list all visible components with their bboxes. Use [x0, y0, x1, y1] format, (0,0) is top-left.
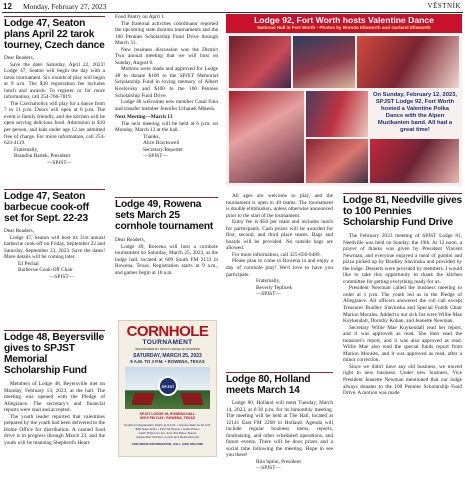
- signature-name: Beverly Teplicek: [256, 284, 293, 291]
- headline: Lodge 80, Holland meets March 14: [226, 374, 311, 396]
- flyer-location: SPJST LODGE 49, ROWENA HALL: [139, 412, 196, 416]
- paragraph: The next meeting will be held at 6 p.m. on Monday, March 13 at the hall.: [115, 120, 218, 134]
- paragraph: New business discussion was the District Two annual meeting that we will host on Sunday, August 6.: [115, 46, 218, 66]
- headline: Lodge 47, Seaton barbecue cook-off set for Sept. 22-23: [4, 191, 89, 224]
- paragraph: Secretary Willie Mae Kuykendall read her report, and it was approved as read. She then read the treasurer's report, and it was also approved as read. Willie Mae also read the special funds report from Marion Morales, and it was approved as read, after a minor correction.: [343, 324, 462, 364]
- flyer-subtitle: TOURNAMENT: [142, 339, 193, 346]
- article-body: [115, 14, 218, 160]
- flyer-detail: Southern Registration Starts at 9 A.M. • Games Start at 10 A.M.: [124, 423, 211, 427]
- photo-credit: National Hall in Fort Worth • Photos by Brenda Ellsworth and Garland Ellsworth: [257, 25, 431, 30]
- paragraph: Members of Lodge 48, Beyersville met on Monday, February 13, 2023, at the hall. The meeting was opened with the Pledge of Allegiance. The secretary's and financial reports were read and accepted.: [4, 381, 105, 414]
- page-date: Monday, February 27, 2023: [23, 2, 107, 11]
- flyer-address: 609 S FM 2133 • ROWENA, TEXAS: [140, 416, 195, 420]
- signature-name: EJ Pechal: [18, 260, 39, 267]
- headline: Lodge 47, Seaton plans April 22 tarok tourney, Czech dance: [4, 18, 105, 51]
- page-number: 12: [3, 2, 12, 11]
- photo-title: Lodge 92, Fort Worth hosts Valentine Dance: [254, 15, 434, 25]
- flyer-image: [125, 367, 210, 409]
- flyer-title: CORNHOLE: [126, 323, 209, 340]
- signature-name: Alice Braceswell: [143, 140, 180, 147]
- article-lodge48-continued: [115, 14, 218, 160]
- article-body: [115, 237, 218, 276]
- photo-overlay-text: On Sunday, February 12, 2023, SPJST Lodge 92, Fort Worth hosted a Valentine Polka Dance with the Alpen Muzikanten band. All had a great time!: [373, 92, 457, 133]
- flyer-time: 9 A.M. TO 3 P.M. • ROWENA, TEXAS: [130, 359, 205, 364]
- article-lodge47-barbecue: [4, 191, 105, 280]
- rule: [4, 16, 105, 17]
- article-body: [343, 233, 462, 397]
- section-end: —SPJST—: [47, 159, 72, 166]
- flyer-detail: Cash Prizes for 1st, 2nd, 3rd Place Teams: [138, 431, 197, 435]
- paragraph: President Newman called the business meeting to order at 1 p.m. The youth led us in the Pledge of Allegiance. All officers answered the roll call except Treasurer Bradley Slavinska and Special Funds Chair Marion Morales. Added to our sick list were Willie Mae Kuykendall, Dorothy Kohan, and Jeanette Newman.: [343, 285, 462, 325]
- paragraph: Lodge 47, Seaton will host its 31st annual barbecue cook-off on Friday, September 22 and Saturday, September 23, 2023. Save the dates! More details will be coming later.: [4, 234, 105, 261]
- paragraph: Since we didn't have any old business, we moved right to new business. Under new business, Vice President Jeanette Newman mentioned that our lodge always donates to the 100 Pennies Scholarship Fund Drive. A motion was made: [343, 363, 462, 397]
- flyer-footer: FOR MORE INFORMATION, CALL (325) 656-0489: [131, 442, 204, 446]
- article-lodge48-beyersville: [4, 332, 105, 446]
- flyer-detail: $40 Team Entry • First 32 Teams • Cash Prizes: [135, 427, 200, 431]
- photo-spread: [226, 14, 462, 186]
- section-end: —SPJST—: [256, 465, 281, 472]
- dance-photo: [229, 36, 291, 88]
- rule: [343, 193, 462, 194]
- signature-name: Rita Spinn, President: [256, 458, 301, 465]
- paragraph: The fraternal activities coordinator reported the upcoming state domino tournaments and the 100 Pennies Scholarship Fund Drive through March 31.: [115, 20, 218, 47]
- paragraph: Motions were made and approved for Lodge 48 to donate $100 to the SPJST Memorial Scholarship Fund in loving memory of Albert Koslovsky and $100 to the 100 Pennies Scholarship Fund Drive.: [115, 66, 218, 99]
- paragraph: Dear Readers,: [115, 237, 145, 243]
- headline: Lodge 49, Rowena sets March 25 cornhole tournament: [115, 199, 214, 232]
- rule: [4, 189, 105, 190]
- article-lodge49-rowena: [115, 199, 218, 276]
- rule: [115, 197, 218, 198]
- rule: [226, 372, 333, 373]
- section-end: —SPJST—: [256, 291, 281, 298]
- signature-title: Secretary/Reporter: [143, 146, 184, 153]
- signoff: Fraternally,: [256, 278, 281, 285]
- flyer-date: SATURDAY, MARCH 25, 2023: [133, 353, 202, 359]
- paragraph: All ages are welcome to play, and the tournament is open to 40 teams. The tournament is double elimination, unless otherwise announced prior to the start of the tournament.: [226, 193, 333, 219]
- signature-title: Barbecue Cook-Off Chair: [18, 267, 73, 274]
- paragraph: Lodge 49, Rowena will host a cornhole tournament on Saturday, March 25, 2023, at the lodge hall, located at 609 South FM 2133 in Rowena, Texas. Registration starts at 9 a.m., and games begin at 10 a.m.: [115, 243, 218, 276]
- flyer-host: SPONSORED BY SPJST LODGE 49, ROWENA: [135, 347, 200, 351]
- cornhole-flyer: [118, 320, 217, 457]
- article-body: [4, 381, 105, 446]
- rule: [4, 330, 105, 331]
- paragraph: For more information, call 325-656-0489.: [232, 251, 321, 258]
- section-end: —SPJST—: [49, 273, 74, 280]
- paper-name: VĚSTNÍK: [427, 2, 461, 10]
- article-body: [226, 193, 333, 298]
- signature-name: Brandon Bartek, President: [14, 153, 71, 160]
- paragraph: The youth leader reported that valentines prepared by the youth had been delivered to the Home Office for distribution. A canned food drive is in progress through March 23, and the youth will be manning Shepherd's Heart: [4, 413, 105, 446]
- dance-photo: [370, 139, 459, 183]
- article-lodge47-tarok: [4, 18, 105, 166]
- paragraph: Lodge 48 welcomes new member Casal Finn and transfer member Jennifer Urbanek Mikesh.: [115, 99, 218, 112]
- paragraph: Dear Readers,: [4, 55, 34, 61]
- paragraph: The Czechaholics will play for a dance from 7 to 11 p.m. Doors will open at 6 p.m. The event is family friendly, and the kitchen will be open serving delicious food. Admission is $10 per person, and kids under age 12 are admitted free of charge. For more information, call 254-624-4119.: [4, 100, 105, 147]
- headline: Lodge 48, Beyersville gives to SPJST Memorial Scholarship Fund: [4, 332, 104, 376]
- subheading: Next Meeting—March 13: [115, 114, 173, 121]
- headline: Lodge 81, Needville gives to 100 Pennies Scholarship Fund Drive: [343, 195, 462, 228]
- signoff: Fraternally,: [14, 146, 39, 153]
- cornhole-board-icon: [180, 393, 203, 405]
- cornhole-board-icon: [131, 393, 154, 405]
- header-rule: [2, 12, 463, 13]
- flyer-detail: Advise Bar, Kitchen, Lunch and Refreshments: [135, 435, 200, 439]
- spjst-badge-icon: SPJST: [158, 376, 178, 396]
- paragraph: Save the date: Saturday, April 22, 2023! Lodge 47, Seaton will begin the day with a tarok tournament. Six rounds of play will begin at 9 a.m. The $30 registration fee includes lunch and awards. To register or for more information, call 254-760-7819.: [4, 61, 105, 101]
- paragraph: The February 2023 meeting of SPJST Lodge 81, Needville was held on Sunday, the 19th. At 12 noon, a prayer of thanks was given by President Vincent Newman, and everyone enjoyed a meal of gumbo and pizza picked up by Bradley Slavinska and provided by the lodge. Desserts were provided by members. I would like to take this opportunity to thank the kitchen committee for getting everything ready for us.: [343, 233, 462, 285]
- paragraph: Please plan to come to Rowena in and enjoy a day of cornhole play! We'd love to have you participate.: [226, 258, 333, 278]
- photo-caption-bar: [226, 14, 462, 33]
- dance-photo: [293, 36, 355, 88]
- section-end: —SPJST—: [143, 153, 168, 160]
- signoff: Thanks,: [143, 133, 160, 140]
- dance-photo: [306, 91, 368, 137]
- article-lodge81-needville: [343, 195, 462, 397]
- paragraph: Lodge 80, Holland will meet Tuesday, March 14, 2023, at 6:30 p.m. for its bimonthly meeting. The meeting will be held at The Hall, located at 12141 East FM 2268 in Holland. Agenda will include regular business items, reports, fundraising, and other scheduled operations, and future events. There will be door prizes and a social time following the meeting. Hope to see you there!: [226, 400, 333, 459]
- article-body: [4, 228, 105, 280]
- article-lodge80-holland: [226, 374, 333, 472]
- dance-photo: [229, 91, 304, 183]
- article-lodge49-continued: [226, 193, 333, 298]
- paragraph: Entry fee is $50 per team and includes lunch for participants. Cash prizes will be awarded for first, second, and third place teams. Bags and boards will be provided. No outside bags are allowed.: [226, 219, 333, 252]
- article-body: [226, 400, 333, 472]
- dance-photo: [357, 36, 459, 88]
- article-body: [4, 55, 105, 166]
- paragraph: Dear Readers,: [4, 228, 34, 234]
- paragraph: Food Pantry on April 1.: [115, 14, 166, 20]
- dance-photo: [306, 139, 368, 183]
